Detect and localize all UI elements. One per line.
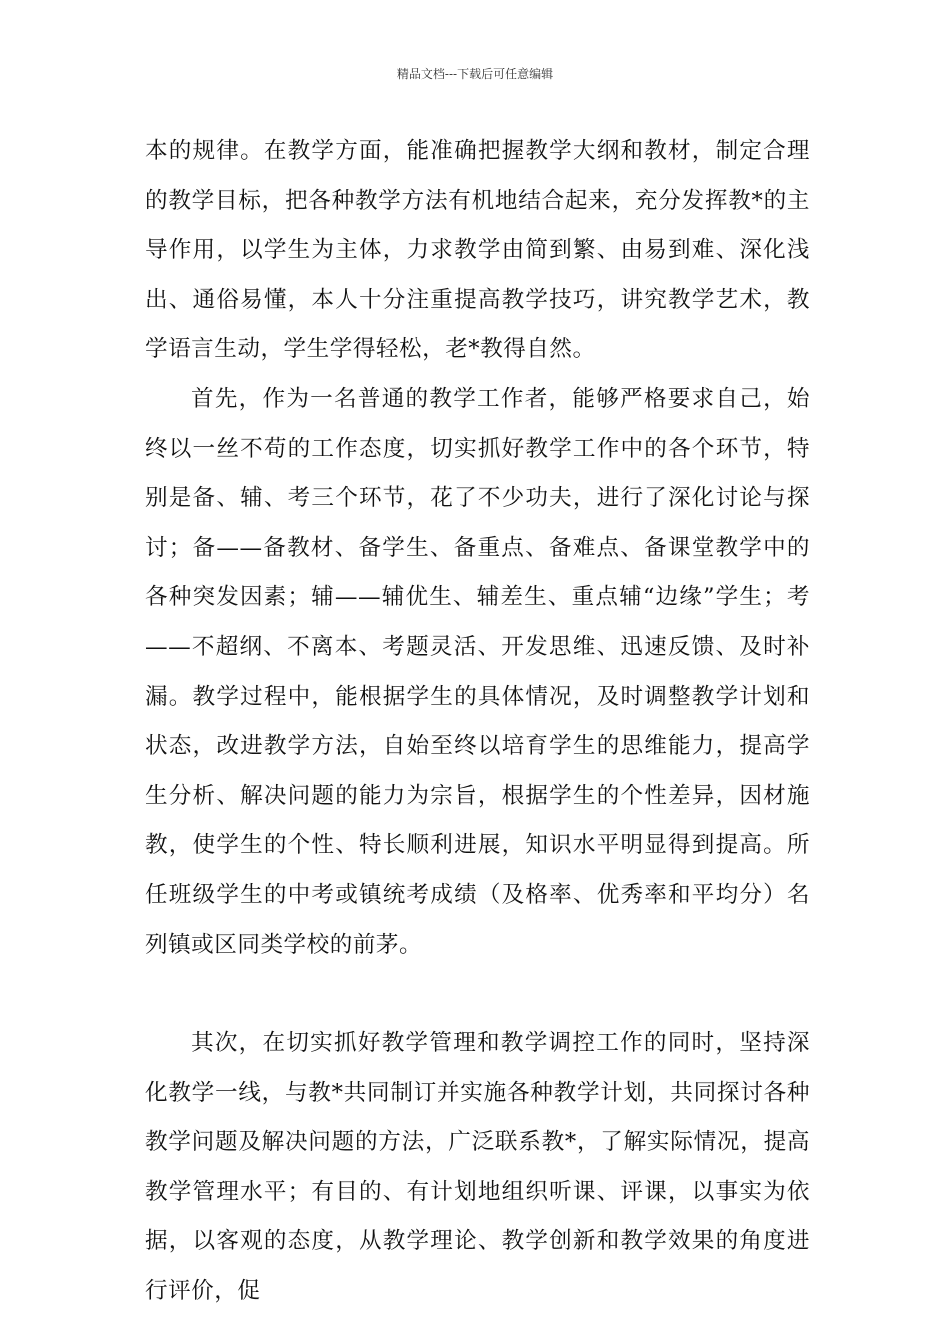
paragraph-first: 首先，作为一名普通的教学工作者，能够严格要求自己，始终以一丝不苟的工作态度，切实抓好教学工作中的各个环节，特别是备、辅、考三个环节，花了不少功夫，进行了深化讨论与探讨；备——备教材、备学生、备重点、备难点、备课堂教学中的各种突发因素；辅——辅优生、辅差生、重点辅“边缘”学生；考——不超纲、不离本、考题灵活、开发思维、迅速反馈、及时补漏。教学过程中，能根据学生的具体情况，及时调整教学计划和状态，改进教学方法，自始至终以培育学生的思维能力，提高学生分析、解决问题的能力为宗旨，根据学生的个性差异，因材施教，使学生的个性、特长顺利进展，知识水平明显得到提高。所任班级学生的中考或镇统考成绩（及格率、优秀率和平均分）名列镇或区同类学校的前茅。 (145, 385, 810, 958)
paragraph-gap (145, 970, 810, 1019)
paragraph-continued: 本的规律。在教学方面，能准确把握教学大纲和教材，制定合理的教学目标，把各种教学方法有机地结合起来，充分发挥教*的主导作用，以学生为主体，力求教学由简到繁、由易到难、深化浅出、通俗易懂，本人十分注重提高教学技巧，讲究教学艺术，教学语言生动，学生学得轻松，老*教得自然。 (145, 138, 810, 363)
document-body (145, 127, 810, 1317)
paragraph-second: 其次，在切实抓好教学管理和教学调控工作的同时，坚持深化教学一线，与教*共同制订并实施各种教学计划，共同探讨各种教学问题及解决问题的方法，广泛联系教*，了解实际情况，提高教学管理水平；有目的、有计划地组织听课、评课，以事实为依据，以客观的态度，从教学理论、教学创新和教学效果的角度进行评价，促 (145, 1030, 810, 1305)
page-header: 精品文档---下载后可任意编辑 (396, 67, 554, 81)
